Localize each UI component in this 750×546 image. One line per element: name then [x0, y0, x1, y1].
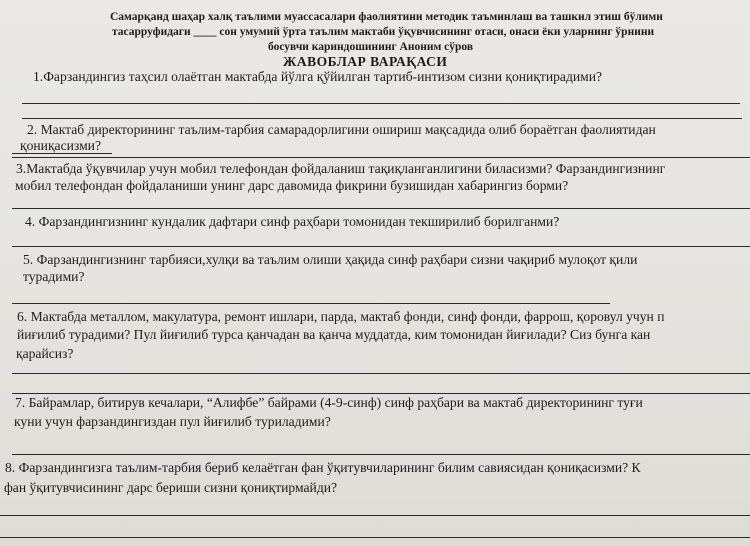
question-7-line-2: куни учун фарзандингиздан пул йиғилиб туриладими? [14, 414, 331, 429]
answer-line-6b [12, 393, 750, 394]
question-8-line-2: фан ўқитувчисининг дарс бериши сизни қониқтирмайди? [4, 480, 338, 495]
sheet-title: ЖАВОБЛАР ВАРАҚАСИ [283, 54, 448, 69]
answer-line-6a [12, 373, 750, 374]
question-8-line-1: 8. Фарзандингизга таълим-тарбия бериб келаётган фан ўқитувчиларининг билим савиясидан қониқасизми? К [5, 460, 641, 475]
answer-line-8a [0, 515, 750, 516]
question-5-line-1: 5. Фарзандингизнинг тарбияси,хулқи ва таълим олиши ҳақида синф раҳбари сизни чақириб мулоқот қили [23, 252, 638, 267]
answer-line-5 [12, 303, 610, 304]
question-2-line-1: 2. Мактаб директорининг таълим-тарбия самарадорлигини ошириш мақсадида олиб бораётган фаолиятидан [27, 122, 656, 137]
answer-line-4 [12, 246, 750, 247]
question-4-line-1: 4. Фарзандингизнинг кундалик дафтари синф раҳбари томонидан текширилиб борилганми? [25, 214, 560, 229]
answer-line-1a [22, 103, 740, 104]
header-line-3: босувчи кариндошининг Аноним сўров [268, 41, 474, 53]
question-3-line-2: мобил телефондан фойдаланиши унинг дарс давомида фикрини бузишидан хабарингиз борми? [15, 178, 569, 193]
answer-line-8b [0, 537, 750, 538]
answer-line-1b [22, 118, 742, 119]
answer-line-7 [12, 454, 750, 455]
question-2-line-2: қониқасизми? [20, 138, 101, 153]
answer-line-2 [12, 157, 750, 158]
header-line-2: тасарруфидаги ____ сон умумий ўрта таълим мактаби ўқувчисининг отаси, онаси ёки уларнинг ўрнини [112, 26, 655, 38]
answer-line-2-underline [12, 153, 112, 154]
answer-line-3 [12, 208, 750, 209]
question-3-line-1: 3.Мактабда ўқувчилар учун мобил телефондан фойдаланиш тақиқланганлигини биласизми? Фарзандингизнинг [16, 161, 666, 176]
question-7-line-1: 7. Байрамлар, битирув кечалари, “Алифбе” байрами (4-9-синф) синф раҳбари ва мактаб директорининг туғи [15, 395, 643, 410]
question-6-line-2: йиғилиб турадими? Пул йиғилиб турса қанчадан ва қанча муддатда, ким томонидан йиғилади? Сиз бунга кан [17, 327, 651, 342]
question-5-line-2: турадими? [23, 269, 85, 284]
question-6-line-1: 6. Мактабда металлом, макулатура, ремонт ишлари, парда, мактаб фонди, синф фонди, фаррош, қоровул учун п [17, 309, 665, 324]
question-6-line-3: қарайсиз? [16, 346, 74, 361]
header-line-1: Самарқанд шаҳар халқ таълими муассасалари фаолиятини методик таъминлаш ва ташкил этиш бўлими [110, 11, 663, 23]
question-1-line-1: 1.Фарзандингиз таҳсил олаётган мактабда йўлга қўйилган тартиб-интизом сизни қониқтирадими? [33, 69, 603, 84]
